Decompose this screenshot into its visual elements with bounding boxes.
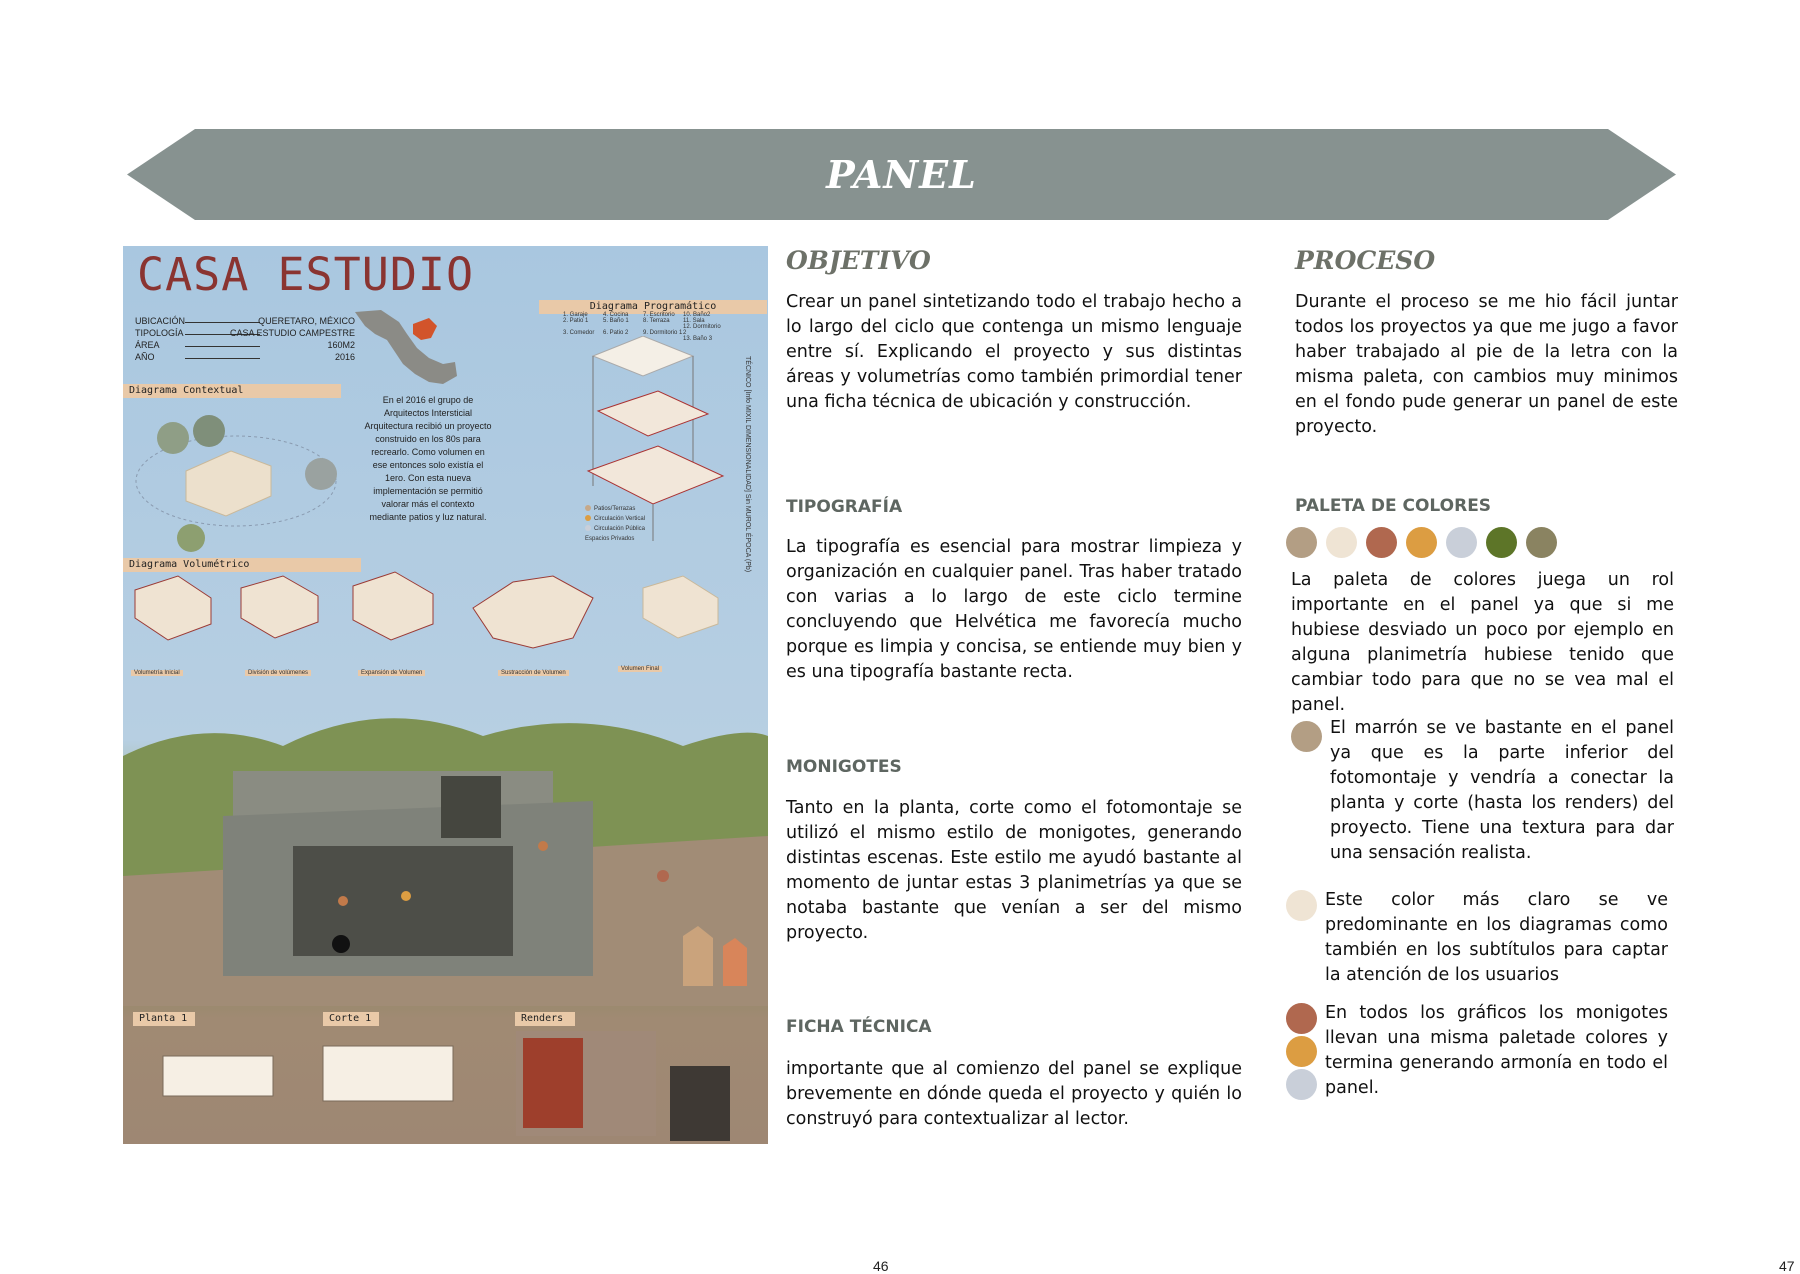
monigotes-text: Tanto en la planta, corte como el fotomontaje se utilizó el mismo estilo de monigotes, generando distintas escenas. Este estilo me ayudó bastante al momento de juntar estas 3 planimetrías ya que se notaba bastante que venían a ser del mismo proyecto. [786,798,1242,943]
proceso-text: Durante el proceso se me hio fácil juntar todos los proyectos ya que me jugo a favor haber trabajado al pie de la letra con la misma paleta, con cambios muy minimos en el fondo pude generar un panel de este proyecto. [1295,292,1678,437]
objetivo-text: Crear un panel sintetizando todo el trabajo hecho a lo largo del ciclo que contenga un mismo lenguaje entre sí. Explicando el proyecto y sus distintas áreas y volumetrías como también primordial tener una ficha técnica de ubicación y construcción. [786,292,1242,412]
tag-diagrama-programatico: Diagrama Programático [539,300,767,314]
tag-corte: Corte 1 [323,1012,379,1026]
tag-renders: Renders [515,1012,575,1026]
program-list-item: 6. Patio 2 [603,330,629,336]
color-swatch [1486,527,1517,558]
color-swatch [1406,527,1437,558]
color-dot [1286,1036,1317,1067]
poster-info-table [135,316,355,364]
casa-estudio-poster [123,246,768,1144]
color-swatch [1326,527,1357,558]
color-swatches [1286,527,1557,558]
page-number-right: 47 [1779,1258,1795,1274]
ficha-tecnica-text: importante que al comienzo del panel se explique brevemente en dónde queda el proyecto y quién lo construyó para contextualizar al lector. [786,1059,1242,1129]
color-dot [1286,890,1317,921]
tipografia-text: La tipografía es esencial para mostrar limpieza y organización en cualquier panel. Tras haber tratado con varias a lo largo de este ciclo termine concluyendo que Helvética me favorecía mucho porque es limpia y concisa, se entiende muy bien y es una tipografía bastante recta. [786,537,1242,682]
volumetric-diagram [133,568,753,668]
paleta-heading: PALETA DE COLORES [1295,496,1492,516]
program-list-item: 3. Comedor [563,330,595,336]
color-dot [1291,721,1322,752]
program-list-item: 2. Patio 1 [563,318,589,324]
program-list-item: 8. Terraza [643,318,670,324]
contextual-diagram [131,396,341,556]
monigotes-heading: MONIGOTES [786,757,902,777]
program-list-item: 7. Escritorio [643,312,675,318]
poster-title: CASA ESTUDIO [137,248,475,301]
house-photomontage [123,676,768,1006]
objetivo-heading: OBJETIVO [786,246,931,275]
program-list-item: 4. Cocina [603,312,629,318]
mexico-map-icon [351,304,461,394]
program-list-item: 12. Dormitorio 2 [683,324,721,336]
ficha-tecnica-heading: FICHA TÉCNICA [786,1017,932,1037]
program-list-item: 11. Sala [683,318,705,324]
color-swatch [1526,527,1557,558]
color-dot [1286,1069,1317,1100]
tipografia-heading: TIPOGRAFÍA [786,497,903,517]
color-swatch [1286,527,1317,558]
tag-diagrama-volumetrico: Diagrama Volumétrico [123,558,361,572]
poster-intro-text: En el 2016 el grupo de Arquitectos Intersticial Arquitectura recibió un proyecto construido en los 80s para recrearlo. Como volumen en ese entonces solo existía el 1ero. Con esta nueva implementación se permitió valorar más el contexto mediante patios y luz natural. [364,395,492,522]
program-legend: Patios/Terrazas Circulación Vertical Circulación Pública Espacios Privados [585,506,646,542]
proceso-heading: PROCESO [1295,246,1436,275]
program-list-item: 13. Baño 3 [683,336,713,342]
vol-label: División de volúmenes [245,670,311,676]
info-row: TIPOLOGÍA CASA ESTUDIO CAMPESTRE [135,328,355,338]
paleta-note-brown: El marrón se ve bastante en el panel ya que es la parte inferior del fotomontaje y vendría a conectar la planta y corte (hasta los renders) del proyecto. Tiene una textura para dar una sensación realista. [1330,718,1674,863]
tag-planta: Planta 1 [133,1012,195,1026]
banner-title: PANEL [826,152,977,197]
info-row: AÑO 2016 [135,352,355,362]
color-swatch [1366,527,1397,558]
page-number-left: 46 [873,1258,889,1274]
vol-label: Sustracción de Volumen [498,670,569,676]
program-list-item: 1. Garaje [563,312,588,318]
poster-side-text: TÉCNICO [Info MIXIL DIMENSIONALIDAD] Sin MUROL ÉPOCA (Pb) [744,356,751,573]
paleta-note-light: Este color más claro se ve predominante en los diagramas como también en los subtítulos para captar la atención de los usuarios [1325,890,1668,985]
program-list-item: 10. Baño2 [683,312,711,318]
panel-banner [127,129,1676,220]
info-row: ÁREA 160M2 [135,340,355,350]
program-list-item: 9. Dormitorio 1 [643,330,683,336]
vol-label: Volumetría Inicial [131,670,183,676]
program-list-item: 5. Baño 1 [603,318,629,324]
color-swatch [1446,527,1477,558]
tag-diagrama-contextual: Diagrama Contextual [123,384,341,398]
paleta-note-figures: En todos los gráficos los monigotes llevan una misma paletade colores y termina generando armonía en todo el panel. [1325,1003,1668,1098]
plans-and-renders [123,1026,768,1144]
info-row: UBICACIÓN QUERETARO, MÉXICO [135,316,355,326]
vol-label: Expansión de Volumen [358,670,425,676]
paleta-text: La paleta de colores juega un rol importante en el panel ya que si me hubiese desviado un poco por ejemplo en alguna planimetría hubiese tenido que cambiar todo para que no se vea mal el panel. [1291,570,1674,715]
vol-label: Volumen Final [618,666,662,672]
color-dot [1286,1003,1317,1034]
